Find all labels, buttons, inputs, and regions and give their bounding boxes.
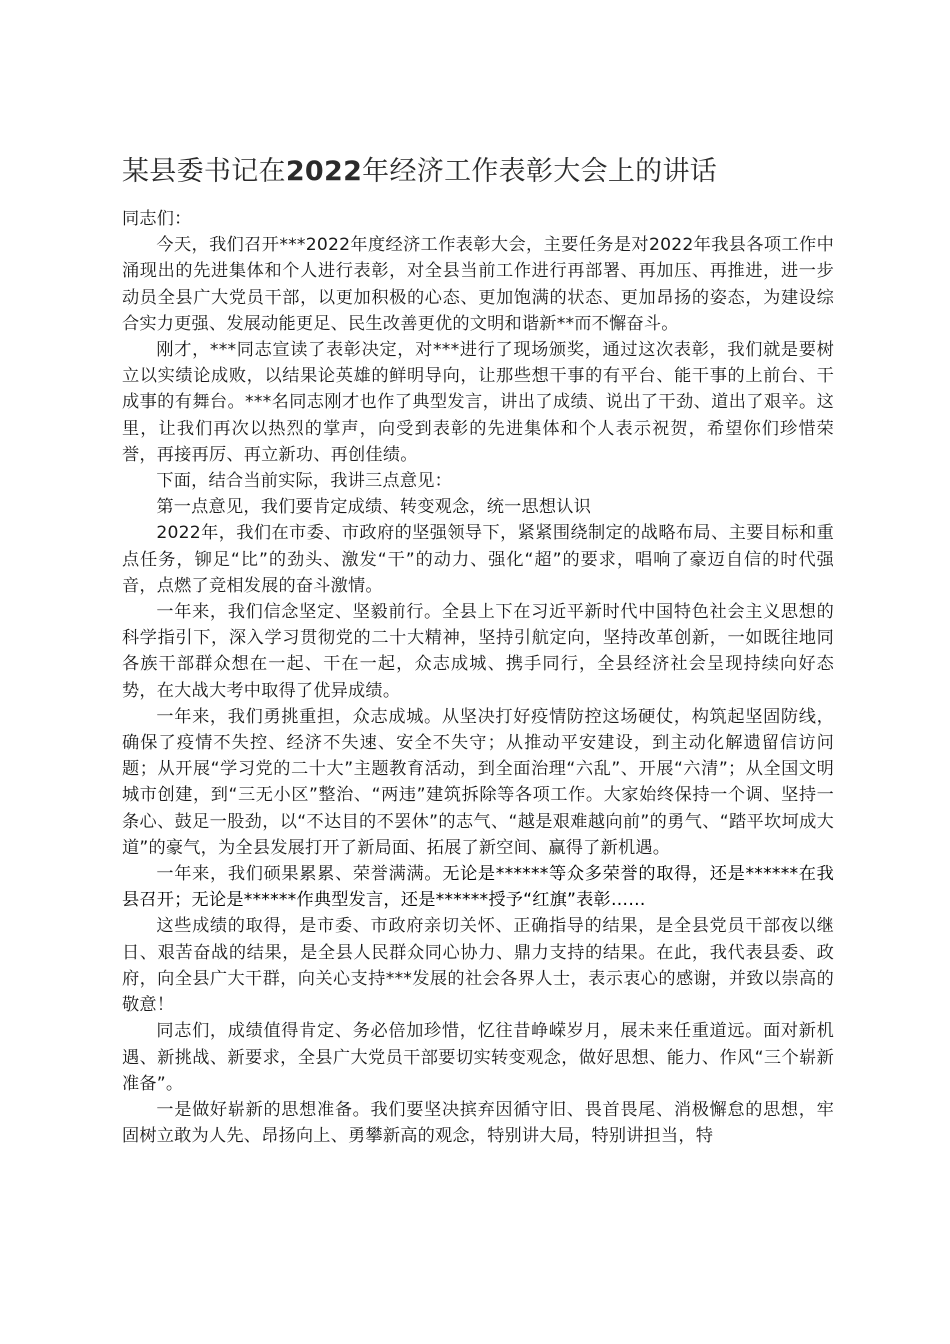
paragraph-7-honors: 无论是******等众多荣誉的取得，还是******在我县召开；无论是******作典型发言，还是******授予“红旗”表彰…… (122, 864, 835, 911)
salutation: 同志们： (122, 209, 192, 229)
document-title (122, 152, 842, 192)
paragraph-1: 今天，我们召开***2022年度经济工作表彰大会，主要任务是对2022年我县各项工作中涌现出的先进集体和个人进行表彰，对全县当前工作进行再部署、再加压、再推进，进一步动员全县广大党员干部，以更加积极的心态、更加饱满的状态、更加昂扬的姿态，为建设综合实力更强、发展动能更足、民生改善更优的文明和谐新**而不懈奋斗。 (122, 235, 834, 334)
paragraph-10: 一是做好崭新的思想准备。我们要坚决摈弃因循守旧、畏首畏尾、消极懈怠的思想，牢固树立敢为人先、昂扬向上、勇攀新高的观念，特别讲大局，特别讲担当，特 (122, 1099, 834, 1147)
paragraph-9: 同志们，成绩值得肯定、务必倍加珍惜，忆往昔峥嵘岁月，展未来任重道远。面对新机遇、新挑战、新要求，全县广大党员干部要切实转变观念，做好思想、能力、作风“三个崭新准备”。 (122, 1021, 834, 1094)
paragraph-8: 这些成绩的取得，是市委、市政府亲切关怀、正确指导的结果，是全县党员干部夜以继日、艰苦奋战的结果，是全县人民群众同心协力、鼎力支持的结果。在此，我代表县委、政府，向全县广大干群，向关心支持***发展的社会各界人士，表示衷心的感谢，并致以崇高的敬意！ (122, 916, 834, 1016)
paragraph-4: 2022年，我们在市委、市政府的坚强领导下，紧紧围绕制定的战略布局、主要目标和重点任务，铆足“比”的劲头、激发“干”的动力、强化“超”的要求，唱响了豪迈自信的时代强音，点燃了竞相发展的奋斗激情。 (122, 523, 834, 596)
title-prefix: 某县委书记在 (122, 156, 286, 187)
paragraph-2: 刚才，***同志宣读了表彰决定，对***进行了现场颁奖，通过这次表彰，我们就是要树立以实绩论成败，以结果论英雄的鲜明导向，让那些想干事的有平台、能干事的上前台、干成事的有舞台。***名同志刚才也作了典型发言，讲出了成绩、说出了干劲、道出了艰辛。这里，让我们再次以热烈的掌声，向受到表彰的先进集体和个人表示祝贺，希望你们珍惜荣誉，再接再厉、再立新功、再创佳绩。 (122, 340, 834, 465)
document-body (122, 206, 834, 1149)
paragraph-3: 下面，结合当前实际，我讲三点意见： (156, 471, 452, 492)
paragraph-7-lead: 一年来，我们硕果累累、荣誉满满。 (156, 864, 443, 885)
title-year: 2022 (285, 156, 363, 187)
title-suffix: 年经济工作表彰大会上的讲话 (362, 156, 718, 187)
paragraph-6: 一年来，我们勇挑重担，众志成城。从坚决打好疫情防控这场硬仗，构筑起坚固防线，确保了疫情不失控、经济不失速、安全不失守；从推动平安建设，到主动化解遗留信访问题；从开展“学习党的二十大”主题教育活动，到全面治理“六乱”、开展“六清”；从全国文明城市创建，到“三无小区”整治、“两违”建筑拆除等各项工作。大家始终保持一个调、坚持一条心、鼓足一股劲，以“不达目的不罢休”的志气、“越是艰难越向前”的勇气、“踏平坎坷成大道”的豪气，为全县发展打开了新局面、拓展了新空间、赢得了新机遇。 (122, 706, 834, 858)
paragraph-7 (122, 861, 834, 913)
section-heading-1: 第一点意见，我们要肯定成绩、转变观念，统一思想认识 (156, 497, 592, 518)
paragraph-5: 一年来，我们信念坚定、坚毅前行。全县上下在习近平新时代中国特色社会主义思想的科学指引下，深入学习贯彻党的二十大精神，坚持引航定向，坚持改革创新，一如既往地同各族干部群众想在一起、干在一起，众志成城、携手同行，全县经济社会呈现持续向好态势，在大战大考中取得了优异成绩。 (122, 602, 834, 701)
